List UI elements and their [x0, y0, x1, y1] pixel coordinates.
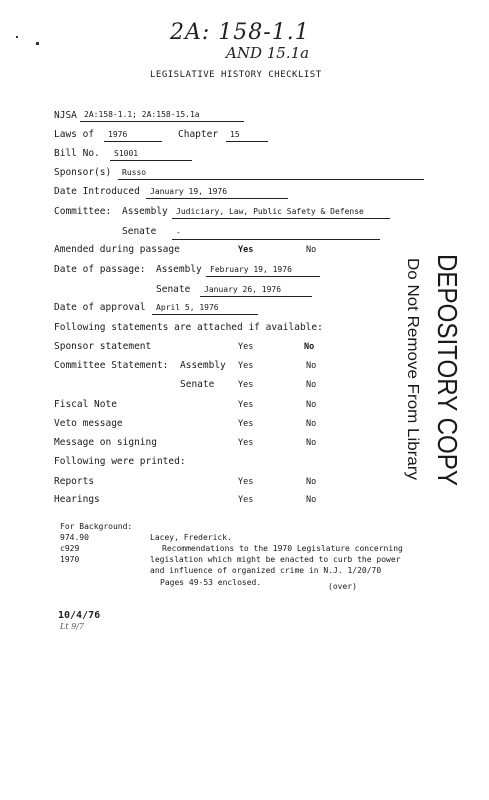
message-signing-label: Message on signing — [54, 437, 157, 448]
passage-senate-value: January 26, 1976 — [200, 285, 312, 297]
committee-assembly-label: Assembly — [122, 206, 168, 217]
message-no: No — [306, 438, 317, 448]
stamp-depository-copy: DEPOSITORY COPY — [432, 254, 463, 492]
sponsor-value: Russo — [118, 168, 424, 180]
fiscal-yes: Yes — [238, 400, 254, 410]
chapter-label: Chapter — [178, 129, 219, 140]
committee-label: Committee: — [54, 206, 112, 217]
background-line-2: legislation which might be enacted to curb the power — [150, 555, 401, 564]
background-label: For Background: — [60, 522, 133, 531]
reports-no: No — [306, 477, 317, 487]
veto-message-label: Veto message — [54, 418, 123, 429]
handwritten-note: Lt 9/7 — [60, 622, 84, 631]
approval-label: Date of approval — [54, 302, 146, 313]
call-number-2: c929 — [60, 544, 80, 553]
following-printed: Following were printed: — [54, 456, 186, 467]
veto-yes: Yes — [238, 419, 254, 429]
committee-senate-label: Senate — [122, 226, 157, 237]
fiscal-note-label: Fiscal Note — [54, 399, 117, 410]
cs-assembly-label: Assembly — [180, 360, 226, 371]
cs-assembly-yes: Yes — [238, 361, 254, 371]
hearings-label: Hearings — [54, 494, 100, 505]
committee-statement-label: Committee Statement: — [54, 360, 169, 371]
call-number-1: 974.90 — [60, 533, 89, 542]
passage-senate-label: Senate — [156, 284, 191, 295]
laws-value: 1976 — [104, 130, 162, 142]
sponsor-statement-yes: Yes — [238, 342, 254, 352]
fiscal-no: No — [306, 400, 317, 410]
njsa-value: 2A:158-1.1; 2A:158-15.1a — [80, 110, 244, 122]
following-attached: Following statements are attached if available: — [54, 322, 323, 333]
message-yes: Yes — [238, 438, 254, 448]
hearings-yes: Yes — [238, 495, 254, 505]
hearings-no: No — [306, 495, 317, 505]
date-introduced-value: January 19, 1976 — [146, 187, 288, 199]
page-title: LEGISLATIVE HISTORY CHECKLIST — [150, 70, 322, 80]
background-author: Lacey, Frederick. — [150, 533, 232, 542]
depository-stamp-svg — [382, 252, 472, 492]
cs-senate-no: No — [306, 380, 317, 390]
committee-assembly-value: Judiciary, Law, Public Safety & Defense — [172, 207, 390, 219]
veto-no: No — [306, 419, 317, 429]
background-line-3: and influence of organized crime in N.J. 1/20/70 — [150, 566, 382, 575]
passage-label: Date of passage: — [54, 264, 146, 275]
njsa-label: NJSA — [54, 110, 77, 121]
handwritten-statute-2: AND 15.1a — [226, 44, 310, 62]
stamp-do-not-remove: Do Not Remove From Library — [404, 258, 421, 467]
cs-senate-label: Senate — [180, 379, 215, 390]
margin-speck — [16, 36, 18, 38]
handwritten-statute: 2A: 158-1.1 — [170, 20, 310, 45]
committee-senate-value: - — [172, 228, 380, 240]
passage-assembly-value: February 19, 1976 — [206, 265, 320, 277]
bill-label: Bill No. — [54, 148, 100, 159]
laws-label: Laws of — [54, 129, 95, 140]
sponsor-statement-no: No — [304, 342, 315, 352]
reports-label: Reports — [54, 476, 95, 487]
amended-label: Amended during passage — [54, 244, 180, 255]
call-number-3: 1970 — [60, 555, 80, 564]
background-line-1: Recommendations to the 1970 Legislature concerning — [162, 544, 403, 553]
cs-senate-yes: Yes — [238, 380, 254, 390]
amended-no: No — [306, 245, 317, 255]
chapter-value: 15 — [226, 130, 268, 142]
depository-stamp — [382, 252, 472, 492]
background-pages: Pages 49-53 enclosed. — [160, 578, 262, 587]
passage-assembly-label: Assembly — [156, 264, 202, 275]
approval-value: April 5, 1976 — [152, 303, 258, 315]
date-introduced-label: Date Introduced — [54, 186, 140, 197]
sponsor-statement-label: Sponsor statement — [54, 341, 152, 352]
margin-speck — [36, 42, 39, 45]
handwritten-date: 10/4/76 — [58, 610, 101, 621]
cs-assembly-no: No — [306, 361, 317, 371]
sponsor-label: Sponsor(s) — [54, 167, 112, 178]
background-over: (over) — [328, 582, 357, 591]
amended-yes: Yes — [238, 245, 254, 255]
bill-value: S1001 — [110, 149, 192, 161]
reports-yes: Yes — [238, 477, 254, 487]
